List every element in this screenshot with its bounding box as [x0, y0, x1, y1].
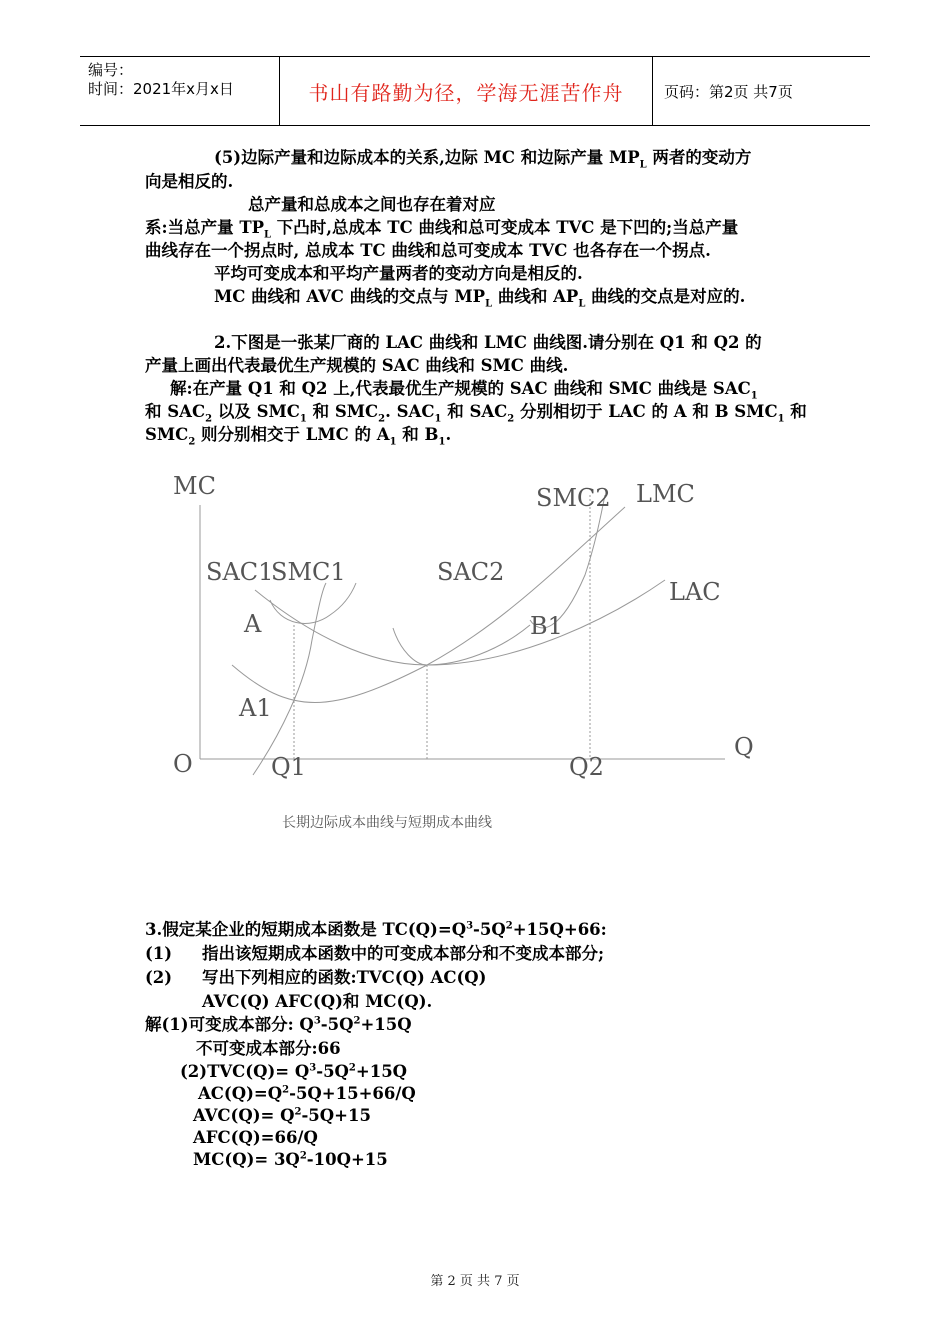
smc2-curve [530, 495, 605, 628]
text-line: 不可变成本部分:66 [196, 1039, 341, 1058]
text-line: 写出下列相应的函数:TVC(Q) AC(Q) [202, 968, 487, 987]
text-line: 解:在产量 Q1 和 Q2 上,代表最优生产规模的 SAC 曲线和 SMC 曲线是 $SAC_1$ [170, 379, 758, 402]
text-line: 2.下图是一张某厂商的 LAC 曲线和 LMC 曲线图.请分别在 Q1 和 Q2 的 [214, 333, 762, 352]
page-header [80, 56, 870, 126]
smc1-curve [253, 583, 326, 775]
label-q: Q [734, 733, 754, 761]
label-q2: Q2 [569, 753, 604, 781]
label-a: A [244, 610, 262, 638]
text-line: 指出该短期成本函数中的可变成本部分和不变成本部分; [202, 944, 605, 963]
number-label: 编号： [88, 61, 134, 79]
label-q1: Q1 [271, 753, 306, 781]
label-lmc: LMC [636, 480, 695, 508]
label-a1: A1 [239, 694, 272, 722]
text-line: $MC(Q)= 3Q^2-10Q+15$ [193, 1150, 388, 1169]
text-line: 和 $SAC_2$ 以及 $SMC_1$ 和 $SMC_2$. $SAC_1$ 和 $SAC_2$ 分别相切于 LAC 的 A 和 B $SMC_1$ 和 [145, 402, 807, 425]
lmc-curve [232, 507, 625, 703]
text-line: 向是相反的. [145, 172, 234, 191]
label-sac1: SAC1 [206, 558, 274, 586]
text-line: $(2)TVC(Q)= Q^3-5Q^2+15Q$ [180, 1062, 408, 1081]
text-line: AFC(Q)=66/Q [193, 1128, 318, 1147]
sac2-curve [393, 625, 530, 665]
text-line: 3.假定某企业的短期成本函数是 $TC(Q)=Q^3-5Q^2+15Q+66$: [145, 920, 607, 939]
header-meta [80, 57, 280, 125]
label-b1: B1 [530, 612, 563, 640]
time-label: 时间：2021年x月x日 [88, 80, 234, 98]
text-line: 曲线存在一个拐点时, 总成本 TC 曲线和总可变成本 TVC 也各存在一个拐点. [145, 241, 711, 260]
text-line: 系:当总产量 $TP_L$ 下凸时,总成本 TC 曲线和总可变成本 TVC 是下凹的;当总产量 [145, 218, 739, 241]
figure-caption: 长期边际成本曲线与短期成本曲线 [282, 815, 492, 831]
text-line: AVC(Q) AFC(Q)和 MC(Q). [202, 992, 433, 1011]
text-line: $SMC_2$ 则分别相交于 LMC 的 $A_1$ 和 $B_1$. [145, 425, 452, 448]
text-line: 解(1)可变成本部分: $Q^3-5Q^2+15Q$ [145, 1015, 412, 1034]
header-page-info: 页码：第2页 共7页 [664, 82, 793, 101]
page-footer: 第 2 页 共 7 页 [430, 1274, 520, 1289]
cost-curves-figure [160, 465, 780, 805]
text-line: $AC(Q)=Q^2-5Q+15+66/Q$ [198, 1084, 416, 1103]
text-line: 平均可变成本和平均产量两者的变动方向是相反的. [214, 264, 583, 283]
text-line: (5)边际产量和边际成本的关系,边际 MC 和边际产量 $MP_L$ 两者的变动方 [214, 148, 752, 171]
text-line: $AVC(Q)= Q^2-5Q+15$ [193, 1106, 371, 1125]
label-sac2: SAC2 [437, 558, 505, 586]
label-smc2: SMC2 [536, 484, 611, 512]
label-mc: MC [173, 472, 216, 500]
lac-curve [255, 580, 665, 665]
text-line: 产量上画出代表最优生产规模的 SAC 曲线和 SMC 曲线. [145, 356, 569, 375]
text-line: (1) [145, 944, 173, 963]
sac1-curve [270, 583, 356, 623]
label-smc1: SMC1 [271, 558, 346, 586]
header-motto: 书山有路勤为径，学海无涯苦作舟 [280, 57, 653, 125]
label-lac: LAC [669, 578, 721, 606]
text-line: 总产量和总成本之间也存在着对应 [248, 195, 496, 214]
label-o: O [173, 750, 193, 778]
text-line: (2) [145, 968, 173, 987]
text-line: MC 曲线和 AVC 曲线的交点与 $MP_L$ 曲线和 $AP_L$ 曲线的交点是对应的. [214, 287, 746, 310]
